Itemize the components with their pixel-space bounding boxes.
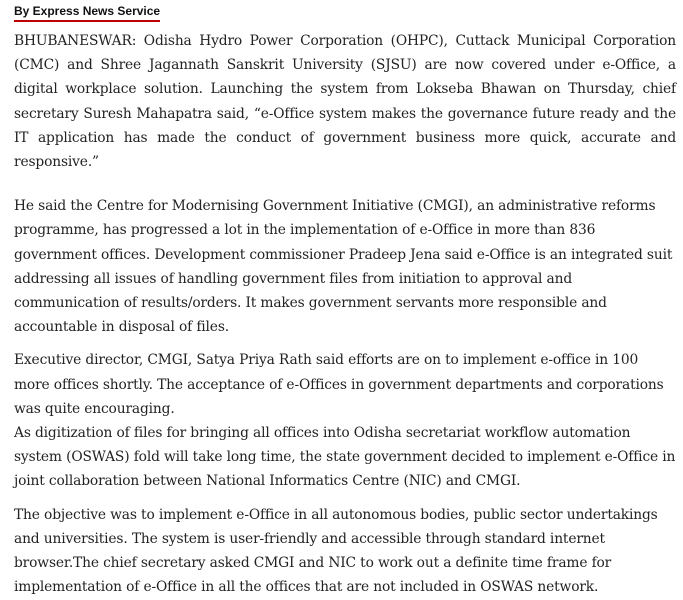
paragraph-oswas: As digitization of files for bringing all offices into Odisha secretariat workflow automation system (OSWAS) fold will take long time, the state government decided to implement e-Office in joint collaboration between National Informatics Centre (NIC) and CMGI.: [14, 425, 676, 490]
paragraph-executive-director: Executive director, CMGI, Satya Priya Rath said efforts are on to implement e-office in 100 more offices shortly. The acceptance of e-Offices in government departments and corporations was quite encouraging.: [14, 352, 664, 417]
paragraph-cmgi-progress: He said the Centre for Modernising Government Initiative (CMGI), an administrative reforms programme, has progressed a lot in the implementation of e-Office in more than 836 government offices. Development commissioner Pradeep Jena said e-Office is an integrated suit addressing all issues of handling government files from initiation to approval and communication of results/orders. It makes government servants more responsible and accountable in disposal of files.: [14, 198, 673, 336]
paragraph-lead: BHUBANESWAR: Odisha Hydro Power Corporation (OHPC), Cuttack Municipal Corporation (CMC) and Shree Jagannath Sanskrit University (SJSU) are now covered under e-Office, a digital workplace solution. Launching the system from Lokseba Bhawan on Thursday, chief secretary Suresh Mahapatra said, “e-Office system makes the governance future ready and the IT application has made the conduct of government business more quick, accurate and responsive.”: [14, 33, 676, 171]
byline: By Express News Service: [14, 4, 160, 22]
article-body: [14, 0, 676, 599]
paragraph-objective: The objective was to implement e-Office in all autonomous bodies, public sector undertakings and universities. The system is user-friendly and accessible through standard internet browser.The chief secretary asked CMGI and NIC to work out a definite time frame for implementation of e-Office in all the offices that are not included in OSWAS network.: [14, 506, 658, 596]
